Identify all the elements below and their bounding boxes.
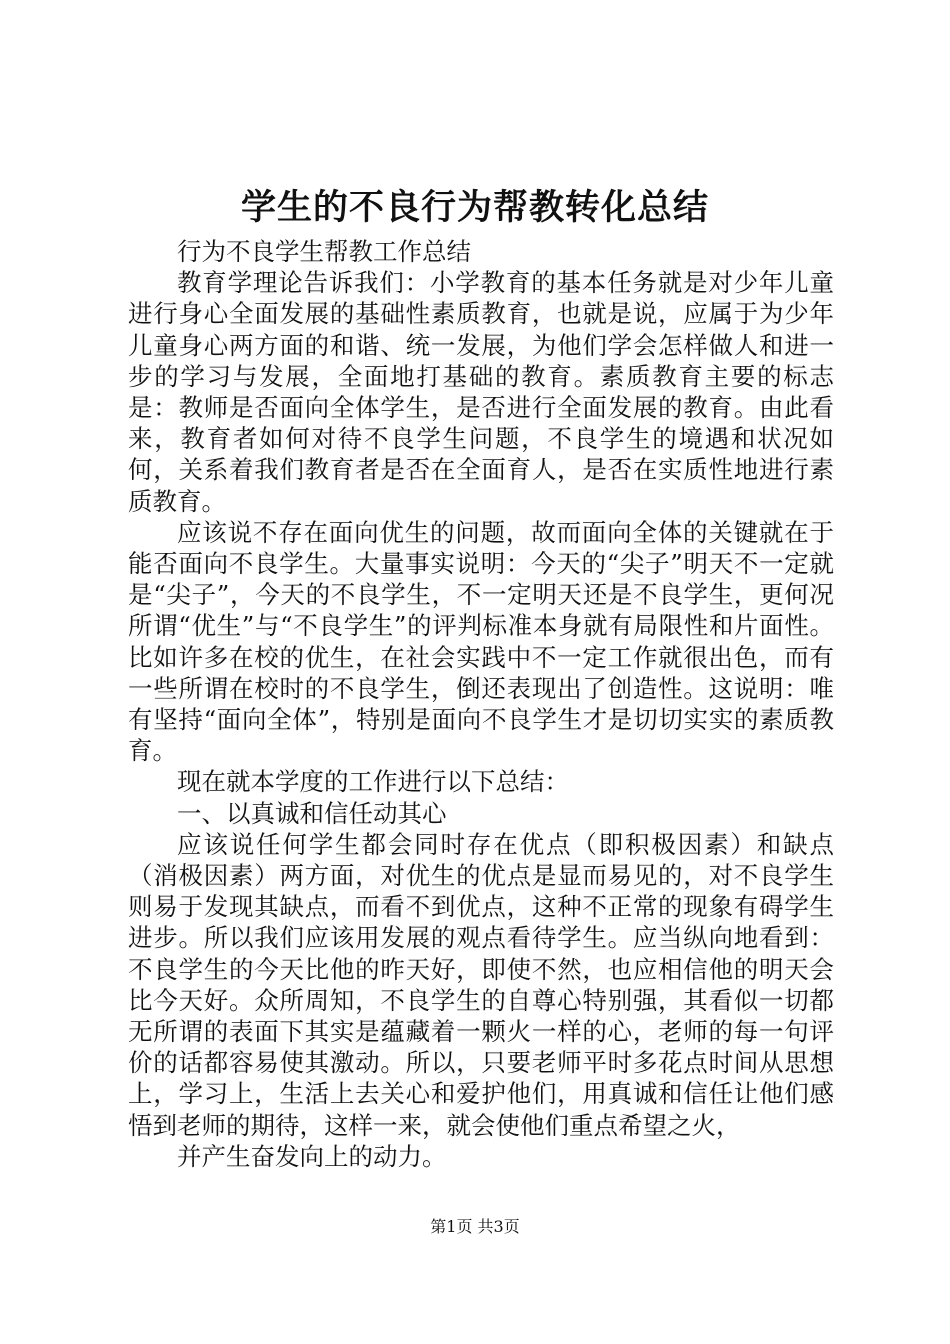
paragraph-3: 现在就本学度的工作进行以下总结：	[177, 767, 569, 797]
paragraph-2: 应该说不存在面向优生的问题，故而面向全体的关键就在于能否面向不良学生。大量事实说明：今天的“尖子”明天不一定就是“尖子”，今天的不良学生，不一定明天还是不良学生，更何况所谓“优生”与“不良学生”的评判标准本身就有局限性和片面性。比如许多在校的优生，在社会实践中不一定工作就很出色，而有一些所谓在校时的不良学生，倒还表现出了创造性。这说明：唯有坚持“面向全体”，特别是面向不良学生才是切切实实的素质教育。	[128, 517, 834, 766]
paragraph-5: 并产生奋发向上的动力。	[177, 1141, 447, 1171]
paragraph-1: 教育学理论告诉我们：小学教育的基本任务就是对少年儿童进行身心全面发展的基础性素质教育，也就是说，应属于为少年儿童身心两方面的和谐、统一发展，为他们学会怎样做人和进一步的学习与发展，全面地打基础的教育。素质教育主要的标志是：教师是否面向全体学生，是否进行全面发展的教育。由此看来，教育者如何对待不良学生问题，不良学生的境遇和状况如何，关系着我们教育者是否在全面育人，是否在实质性地进行素质教育。	[128, 268, 834, 516]
paragraph-subtitle: 行为不良学生帮教工作总结	[177, 237, 471, 266]
document-body	[128, 236, 834, 1172]
page-footer: 第1页 共3页	[430, 1217, 520, 1236]
paragraph-4: 应该说任何学生都会同时存在优点（即积极因素）和缺点（消极因素）两方面，对优生的优点是显而易见的，对不良学生则易于发现其缺点，而看不到优点，这种不正常的现象有碍学生进步。所以我们应该用发展的观点看待学生。应当纵向地看到：不良学生的今天比他的昨天好，即使不然，也应相信他的明天会比今天好。众所周知，不良学生的自尊心特别强，其看似一切都无所谓的表面下其实是蕴藏着一颗火一样的心，老师的每一句评价的话都容易使其激动。所以，只要老师平时多花点时间从思想上，学习上，生活上去关心和爱护他们，用真诚和信任让他们感悟到老师的期待，这样一来，就会使他们重点希望之火，	[128, 829, 834, 1140]
document-title: 学生的不良行为帮教转化总结	[240, 187, 709, 228]
section-heading-1: 一、以真诚和信任动其心	[177, 798, 447, 828]
